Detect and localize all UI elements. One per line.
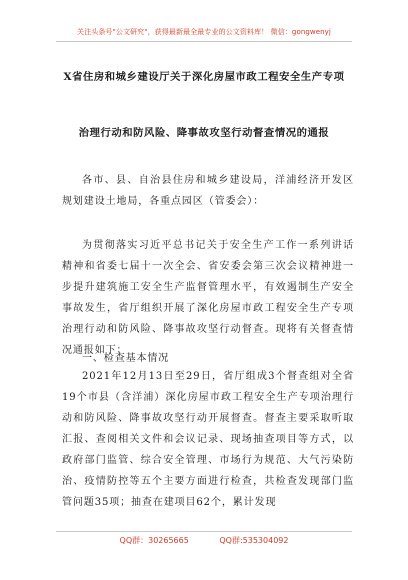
addressee-paragraph: 各市、县、自治县住房和城乡建设局，洋浦经济开发区规划建设土地局，各重点园区（管委会）： [62, 175, 354, 207]
intro-paragraph: 为贯彻落实习近平总书记关于安全生产工作一系列讲话精神和省委七届十一次全会、省安委会第三次会议精神进一步提升建筑施工安全生产监督管理水平，有效遏制生产安全事故发生，省厅组织开展了深化房屋市政工程安全生产专项治理行动和防风险、降事故攻坚行动督查。现将有关督查情况通报如下： [62, 240, 354, 356]
footer-divider [56, 531, 352, 532]
document-title-line-2: 治理行动和防风险、降事故攻坚行动督查情况的通报 [78, 127, 330, 139]
section-heading: 一、检查基本情况 [82, 353, 170, 364]
footer-qq-group-2: QQ群:535304092 [219, 536, 289, 545]
header-promo-note: 关注头条号"公文研究"，获得最新最全最专业的公文资料库！ 微信：gongwenyj [77, 28, 331, 36]
document-title-line-1: X省住房和城乡建设厅关于深化房屋市政工程安全生产专项 [63, 71, 345, 83]
section-body-paragraph: 2021年12月13日至29日，省厅组成3个督查组对全省19个市县（含洋浦）深化房屋市政工程安全生产专项治理行动和防风险、降事故攻坚行动开展督查。督查主要采取听取汇报、查阅相关文件和会议记录、现场抽查项目等方式，以政府部门监管、综合安全管理、市场行为规范、大气污染防治、疫情防控等五个主要方面进行检查，共检查发现部门监管问题35项；抽查在建项目62个，累计发现 [62, 371, 354, 508]
footer [0, 535, 408, 546]
header-divider [56, 41, 352, 42]
footer-qq-group-1: QQ群：30265665 [119, 536, 189, 545]
